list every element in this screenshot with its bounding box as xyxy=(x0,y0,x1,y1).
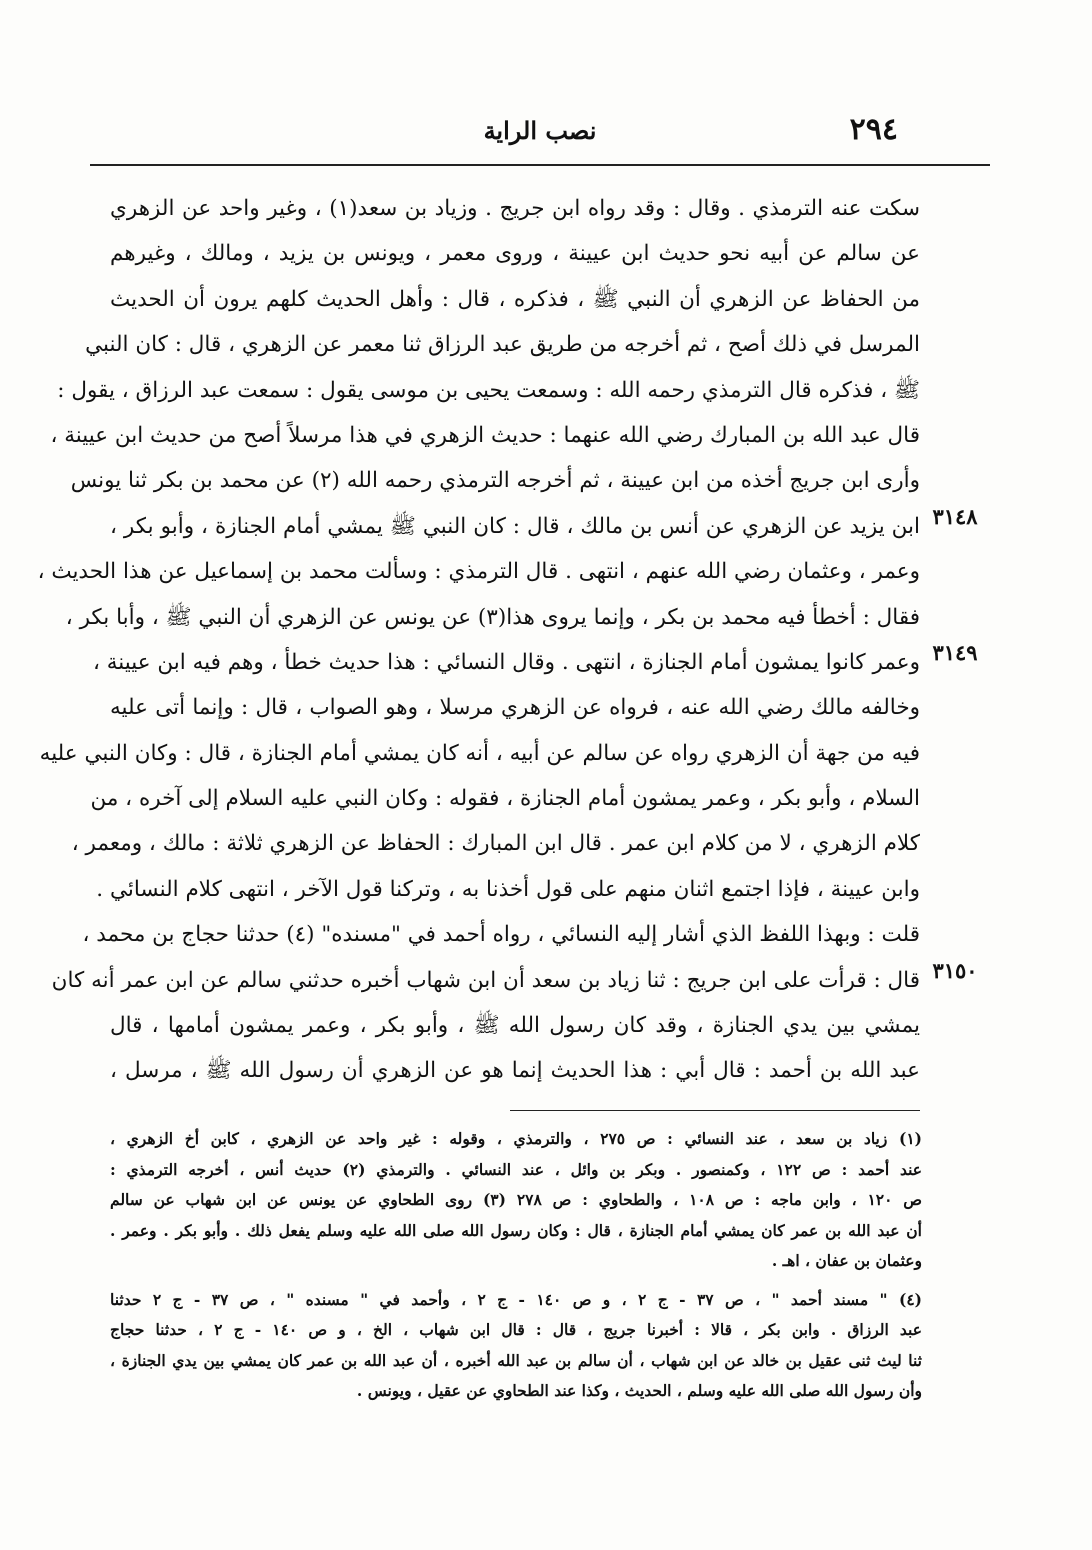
text-line: يمشي بين يدي الجنازة ، وقد كان رسول الله ﷺ ، وأبو بكر ، وعمر يمشون أمامها ، قال xyxy=(110,1013,920,1039)
text-line: وعمر كانوا يمشون أمام الجنازة ، انتهى . وقال النسائي : هذا حديث خطأ ، وهم فيه ابن عيينة ، xyxy=(93,649,920,675)
hadith-number: ٣١٤٩ xyxy=(932,640,978,665)
text-line: وخالفه مالك رضي الله عنه ، فرواه عن الزهري مرسلا ، وهو الصواب ، قال : وإنما أتى عليه xyxy=(110,695,920,721)
text-line: قلت : وبهذا اللفظ الذي أشار إليه النسائي ، رواه أحمد في "مسنده" (٤) حدثنا حجاج بن محمد ، xyxy=(82,922,920,948)
footnote-line: وأن رسول الله صلى الله عليه وسلم ، الحديث ، وكذا عند الطحاوي عن عقيل ، ويونس . xyxy=(356,1381,922,1400)
text-line: فقال : أخطأ فيه محمد بن بكر ، وإنما يروى هذا(٣) عن يونس عن الزهري أن النبي ﷺ ، وأبا بكر ، xyxy=(65,604,920,630)
footnote-line: ص ١٢٠ ، وابن ماجه : ص ١٠٨ ، والطحاوي : ص ٢٧٨ (٣) روى الطحاوي عن يونس عن ابن شهاب عن سالم xyxy=(110,1190,923,1209)
text-line: ابن يزيد عن الزهري عن أنس بن مالك ، قال : كان النبي ﷺ يمشي أمام الجنازة ، وأبو بكر ، xyxy=(110,513,920,539)
footnote-line: ثنا ليث ثنى عقيل بن خالد عن ابن شهاب ، أن سالم بن عبد الله أخبره ، أن عبد الله بن عمر كان يمشي بين يدي الجنازة ، xyxy=(110,1350,922,1370)
text-line: عبد الله بن أحمد : قال أبي : هذا الحديث إنما هو عن الزهري أن رسول الله ﷺ ، مرسل ، xyxy=(110,1058,920,1084)
footnote-line: عبد الرزاق . وابن بكر ، قالا : أخبرنا جريج ، قال : قال ابن شهاب ، الخ ، و ص ١٤٠ - ج ٢ ، حدثنا حجاج xyxy=(110,1320,922,1339)
footnote-line: عند أحمد : ص ١٢٢ ، وكمنصور . وبكر بن وائل ، عند النسائي . والترمذي (٢) حديث أنس ، أخرجه الترمذي : xyxy=(110,1159,923,1179)
footnote-line: (١) زياد بن سعد ، عند النسائي : ص ٢٧٥ ، والترمذي ، وقوله : غير واحد عن الزهري ، كابن أخ الزهري ، xyxy=(110,1129,922,1148)
text-line: السلام ، وأبو بكر ، وعمر يمشون أمام الجنازة ، فقوله : وكان النبي عليه السلام إلى آخره ، من xyxy=(90,786,920,812)
footnote-line: وعثمان بن عفان ، اهـ . xyxy=(771,1251,922,1270)
text-line: وأرى ابن جريج أخذه من ابن عيينة ، ثم أخرجه الترمذي رحمه الله (٢) عن محمد بن بكر ثنا يونس xyxy=(70,468,920,494)
text-line: فيه من جهة أن الزهري رواه عن سالم عن أبيه ، أنه كان يمشي أمام الجنازة ، قال : وكان النبي عليه xyxy=(39,740,920,766)
text-line: قال : قرأت على ابن جريج : ثنا زياد بن سعد أن ابن شهاب أخبره حدثني سالم عن ابن عمر أنه كان xyxy=(51,967,920,993)
text-line: كلام الزهري ، لا من كلام ابن عمر . قال ابن المبارك : الحفاظ عن الزهري ثلاثة : مالك ، ومعمر ، xyxy=(71,831,920,857)
hadith-number: ٣١٤٨ xyxy=(932,503,978,529)
running-title: نصب الراية xyxy=(483,116,597,145)
header-rule xyxy=(90,164,990,166)
hadith-number: ٣١٥٠ xyxy=(932,957,978,983)
text-line: وعمر ، وعثمان رضي الله عنهم ، انتهى . قال الترمذي : وسألت محمد بن إسماعيل عن هذا الحديث ، xyxy=(37,559,920,585)
text-line: عن سالم عن أبيه نحو حديث ابن عيينة ، وروى معمر ، ويونس بن يزيد ، ومالك ، وغيرهم xyxy=(110,241,920,267)
page-number: ٢٩٤ xyxy=(849,112,898,147)
text-line: ﷺ ، فذكره قال الترمذي رحمه الله : وسمعت يحيى بن موسى يقول : سمعت عبد الرزاق ، يقول : xyxy=(57,377,920,403)
text-line: سكت عنه الترمذي . وقال : وقد رواه ابن جريج . وزياد بن سعد(١) ، وغير واحد عن الزهري xyxy=(110,196,920,221)
text-line: وابن عيينة ، فإذا اجتمع اثنان منهم على قول أخذنا به ، وتركنا قول الآخر ، انتهى كلام النسائي . xyxy=(96,876,920,902)
text-line: قال عبد الله بن المبارك رضي الله عنهما : حديث الزهري في هذا مرسلاً أصح من حديث ابن عيينة ، xyxy=(50,422,920,448)
page-header xyxy=(90,108,990,158)
footnote-rule xyxy=(510,1110,920,1111)
text-line: من الحفاظ عن الزهري أن النبي ﷺ ، فذكره ، قال : وأهل الحديث كلهم يرون أن الحديث xyxy=(110,286,920,312)
footnotes xyxy=(110,1124,922,1407)
footnote-line: أن عبد الله بن عمر كان يمشي أمام الجنازة ، قال : وكان رسول الله صلى الله عليه وسلم يفعل ذلك . وأبو بكر . وعمر . xyxy=(110,1220,922,1240)
footnote-line: (٤) " مسند أحمد " ، ص ٣٧ - ج ٢ ، و ص ١٤٠ - ج ٢ ، وأحمد في " مسنده " ، ص ٣٧ - ج ٢ حدثنا xyxy=(110,1289,923,1309)
text-line: المرسل في ذلك أصح ، ثم أخرجه من طريق عبد الرزاق ثنا معمر عن الزهري ، قال : كان النبي xyxy=(85,332,920,358)
main-text xyxy=(37,186,920,1094)
